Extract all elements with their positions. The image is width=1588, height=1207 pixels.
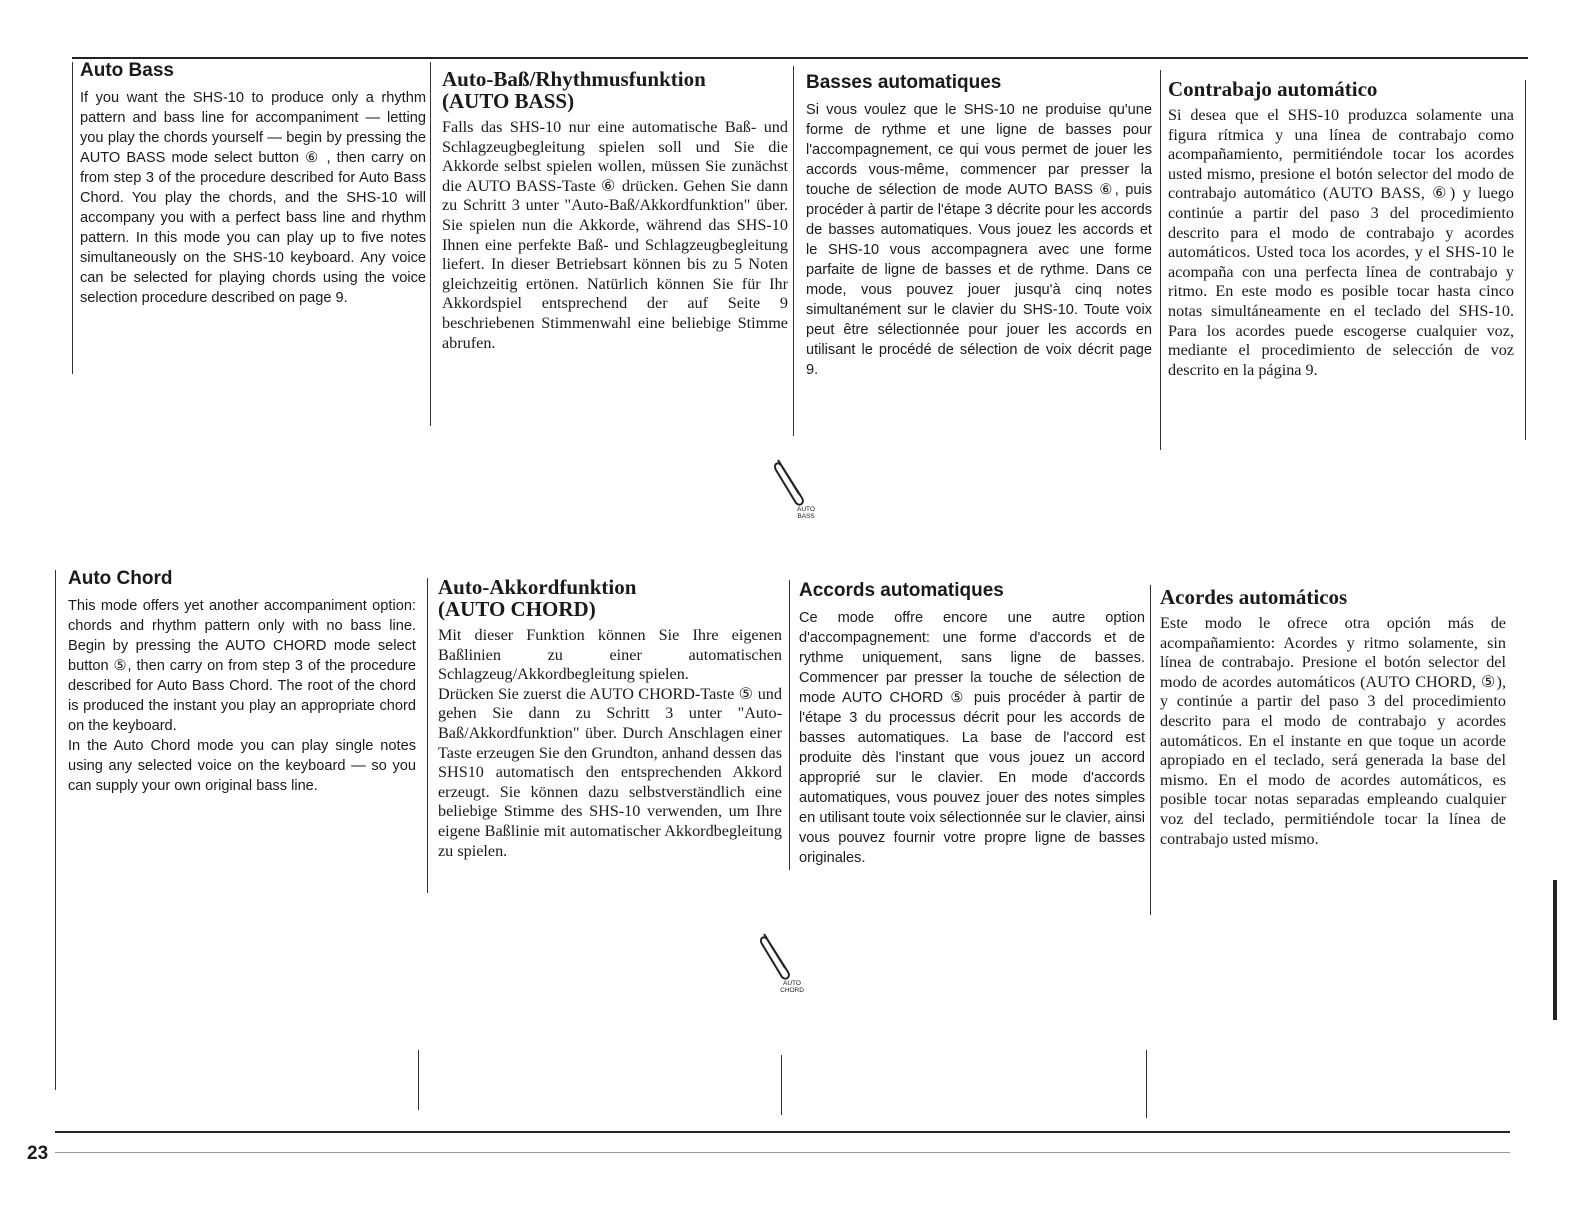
auto-bass-en xyxy=(80,60,426,308)
section-body: Ce mode offre encore une autre option d'accompagnement: une forme d'accords et de rythme uniquement, sans ligne de basses. Commencer par presser la touche de sélection de mode AUTO CHORD ⑤ puis procéder à partir de l'étape 3 du processus décrit pour les accords de basses automatiques. La base de l'accord est produite dès l'instant que vous jouez un accord approprié sur le clavier. En mode d'accords automatiques, vous pouvez jouer des notes simples en utilisant toute voix sélectionnée sur le clavier, ainsi vous pouvez fournir votre propre ligne de basses originales. xyxy=(799,609,1145,866)
section-body: Falls das SHS-10 nur eine automatische Baß- und Schlagzeugbegleitung spielen soll und Sie die Akkorde selbst spielen wollen, müssen Sie zunächst die AUTO BASS-Taste ⑥ drücken. Gehen Sie dann zu Schritt 3 unter "Auto-Baß/Akkordfunktion" über. Sie spielen nun die Akkorde, während das SHS-10 Ihnen eine perfekte Baß- und Schlagzeugbegleitung liefert. In dieser Betriebsart können bis zu 5 Noten gleichzeitig ertönen. Natürlich können Sie für Ihr Akkordspiel entsprechend der auf Seite 9 beschriebenen Stimmenwahl eine beliebige Stimme abrufen. xyxy=(442,118,788,352)
section-heading: Auto-Akkordfunktion (AUTO CHORD) xyxy=(438,575,637,622)
section-body: Drücken Sie zuerst die AUTO CHORD-Taste ⑤ und gehen Sie dann zu Schritt 3 unter "Auto-Baß/Akkordfunktion" über. Durch Anschlagen einer Taste erzeugen Sie den Grundton, anhand dessen das SHS10 automatisch den entsprechenden Akkord erzeugt. Sie können dazu selbstverständlich eine beliebige Stimme des SHS-10 verwenden, um Ihre eigene Baßlinie mit automatischer Akkordbegleitung zu spielen. xyxy=(438,684,782,860)
auto-bass-fr xyxy=(806,72,1152,380)
bottom-rule xyxy=(55,1131,1510,1133)
section-body: Este modo le ofrece otra opción más de acompañamiento: Acordes y ritmo solamente, sin línea de contrabajo. Presione el botón selector del modo de acordes automáticos (AUTO CHORD, ⑤), y continúe a partir del paso 3 del procedimiento descrito para el modo de contrabajo y acordes automáticos. En el instante en que toque un acorde apropiado en el teclado, será generada la base del mismo. En el modo de acordes automáticos, es posible tocar notas separadas empleando cualquier voz del teclado, permitiéndole tocar la línea de contrabajo usted mismo. xyxy=(1160,614,1506,848)
column-divider xyxy=(418,1050,419,1110)
column-divider xyxy=(781,1055,782,1115)
section-heading: Auto Chord xyxy=(68,568,173,589)
auto-chord-icon-label xyxy=(772,980,812,994)
page-edge-mark xyxy=(1553,880,1557,1020)
auto-chord-de xyxy=(438,576,782,861)
column-divider xyxy=(1150,585,1151,915)
column-divider xyxy=(793,66,794,436)
section-heading: Auto Bass xyxy=(80,60,174,81)
section-body: Si desea que el SHS-10 produzca solamente una figura rítmica y una línea de contrabajo como acompañamiento, permitiéndole tocar los acordes usted mismo, presione el botón selector del modo de contrabajo automático (AUTO BASS, ⑥) y luego continúe a partir del paso 3 del procedimiento descrito para el modo de contrabajo y acordes automáticos. Usted toca los acordes, y el SHS-10 le acompaña con una perfecta línea de contrabajo y ritmo. En este modo es posible tocar hasta cinco notas simultáneamente en el teclado del SHS-10. Para los acordes puede escogerse cualquier voz, mediante el procedimiento de selección de voz descrito en la página 9. xyxy=(1168,106,1514,379)
column-divider xyxy=(430,62,431,426)
section-body: This mode offers yet another accompaniment option: chords and rhythm pattern only with no bass line. Begin by pressing the AUTO CHORD mode select button ⑤, then carry on from step 3 of the procedure described for Auto Bass Chord. The root of the chord is produced the instant you play an appropriate chord on the keyboard. xyxy=(68,597,416,734)
column-divider xyxy=(1160,70,1161,450)
section-body: In the Auto Chord mode you can play single notes using any selected voice on the keyboard — so you can supply your own original bass line. xyxy=(68,737,416,794)
column-divider xyxy=(1146,1050,1147,1118)
section-body: If you want the SHS-10 to produce only a rhythm pattern and bass line for accompaniment — letting you play the chords yourself — begin by pressing the AUTO BASS mode select button ⑥ , then carry on from step 3 of the procedure described for Auto Bass Chord. You play the chords, and the SHS-10 will accompany you with a perfect bass line and rhythm pattern. In this mode you can play up to five notes simultaneously on the SHS-10 keyboard. Any voice can be selected for playing chords using the voice selection procedure described on page 9. xyxy=(80,89,426,306)
column-divider xyxy=(427,578,428,893)
icon-label-line: AUTO xyxy=(797,506,815,513)
section-heading: Acordes automáticos xyxy=(1160,585,1348,609)
section-heading: Contrabajo automático xyxy=(1168,77,1378,101)
auto-chord-fr xyxy=(799,580,1145,868)
column-divider xyxy=(55,570,56,1090)
footer-rule xyxy=(55,1152,1510,1153)
auto-bass-es xyxy=(1168,78,1514,380)
auto-bass-de xyxy=(442,68,788,353)
section-heading: Accords automatiques xyxy=(799,580,1004,601)
auto-chord-en xyxy=(68,568,416,796)
section-heading: Auto-Baß/Rhythmusfunktion (AUTO BASS) xyxy=(442,67,706,114)
auto-chord-es xyxy=(1160,586,1506,849)
column-divider xyxy=(1525,80,1526,440)
section-body: Mit dieser Funktion können Sie Ihre eigenen Baßlinien zu einer automatischen Schlagzeug/Akkordbegleitung spielen. xyxy=(438,626,782,684)
icon-label-line: BASS xyxy=(797,513,815,520)
section-body: Si vous voulez que le SHS-10 ne produise qu'une forme de rythme et une ligne de basses pour l'accompagnement, ce qui vous permet de jouer les accords vous-même, commencer par presser la touche de sélection de mode AUTO BASS ⑥, puis procéder à partir de l'étape 3 décrite pour les accords de basses automatiques. Vous jouez les accords et le SHS-10 vous accompagnera avec une forme parfaite de ligne de basses et de rythme. Dans ce mode, vous pouvez jouer jusqu'à cinq notes simultanément sur le clavier du SHS-10. Toute voix peut être sélectionnée pour jouer les accords en utilisant le procédé de sélection de voix décrit page 9. xyxy=(806,101,1152,378)
page-number: 23 xyxy=(27,1143,49,1164)
column-divider xyxy=(789,580,790,870)
column-divider xyxy=(72,62,73,374)
icon-label-line: CHORD xyxy=(780,987,804,994)
top-rule xyxy=(72,57,1528,59)
icon-label-line: AUTO xyxy=(783,980,801,987)
auto-bass-icon-label xyxy=(786,506,826,520)
section-heading: Basses automatiques xyxy=(806,72,1002,93)
